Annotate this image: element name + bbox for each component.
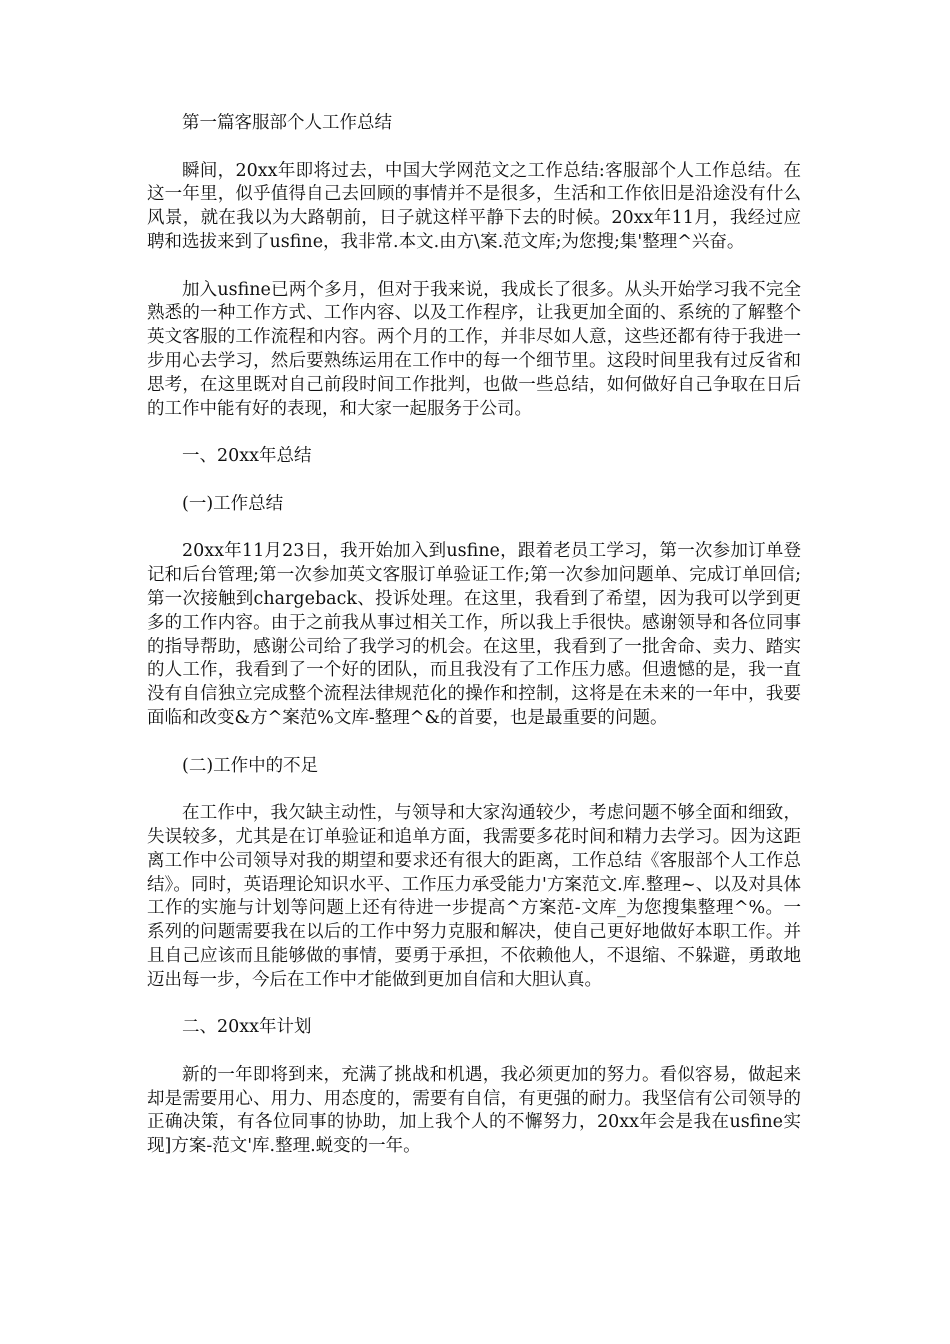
section-heading-plan: 二、20xx年计划 <box>182 1017 312 1038</box>
subsection-heading-work-summary: (一)工作总结 <box>182 493 284 514</box>
subsection-heading-shortcomings: (二)工作中的不足 <box>182 755 319 776</box>
work-summary-paragraph: 20xx年11月23日，我开始加入到usfine，跟着老员工学习，第一次参加订单登记和后台管理;第一次参加英文客服订单验证工作;第一次参加问题单、完成订单回信;第一次接触到chargeback、投诉处理。在这里，我看到了希望，因为我可以学到更多的工作内容。由于之前我从事过相关工作，所以我上手很快。感谢领导和各位同事的指导帮助，感谢公司给了我学习的机会。在这里，我看到了一批舍命、卖力、踏实的人工作，我看到了一个好的团队，而且我没有了工作压力感。但遗憾的是，我一直没有自信独立完成整个流程法律规范化的操作和控制，这将是在未来的一年中，我要面临和改变&方^案范%文库-整理^&的首要，也是最重要的问题。 <box>147 541 801 728</box>
section-heading-summary: 一、20xx年总结 <box>182 446 312 467</box>
shortcomings-paragraph: 在工作中，我欠缺主动性，与领导和大家沟通较少，考虑问题不够全面和细致，失误较多，尤其是在订单验证和追单方面，我需要多花时间和精力去学习。因为这距离工作中公司领导对我的期望和要求还有很大的距离，工作总结《客服部个人工作总结》。同时，英语理论知识水平、工作压力承受能力'方案范文.库.整理~、以及对具体工作的实施与计划等问题上还有待进一步提高^方案范-文库_为您搜集整理^%。一系列的问题需要我在以后的工作中努力克服和解决，使自己更好地做好本职工作。并且自己应该而且能够做的事情，要勇于承担，不依赖他人，不退缩、不躲避，勇敢地迈出每一步，今后在工作中才能做到更加自信和大胆认真。 <box>147 803 801 990</box>
document-page <box>147 112 801 1183</box>
intro-paragraph-1: 瞬间，20xx年即将过去，中国大学网范文之工作总结:客服部个人工作总结。在这一年里，似乎值得自己去回顾的事情并不是很多，生活和工作依旧是沿途没有什么风景，就在我以为大路朝前，日子就这样平静下去的时候。20xx年11月，我经过应聘和选拔来到了usfine，我非常.本文.由方\案.范文库;为您搜;集'整理^兴奋。 <box>147 160 801 252</box>
document-title: 第一篇客服部个人工作总结 <box>182 113 392 133</box>
plan-paragraph: 新的一年即将到来，充满了挑战和机遇，我必须更加的努力。看似容易，做起来却是需要用心、用力、用态度的，需要有自信，有更强的耐力。我坚信有公司领导的正确决策，有各位同事的协助，加上我个人的不懈努力，20xx年会是我在usfine实现]方案-范文'库.整理.蜕变的一年。 <box>147 1064 801 1157</box>
intro-paragraph-2: 加入usfine已两个多月，但对于我来说，我成长了很多。从头开始学习我不完全熟悉的一种工作方式、工作内容、以及工作程序，让我更加全面的、系统的了解整个英文客服的工作流程和内容。两个月的工作，并非尽如人意，这些还都有待于我进一步用心去学习，然后要熟练运用在工作中的每一个细节里。这段时间里我有过反省和思考，在这里既对自己前段时间工作批判，也做一些总结，如何做好自己争取在日后的工作中能有好的表现，和大家一起服务于公司。 <box>147 279 801 419</box>
